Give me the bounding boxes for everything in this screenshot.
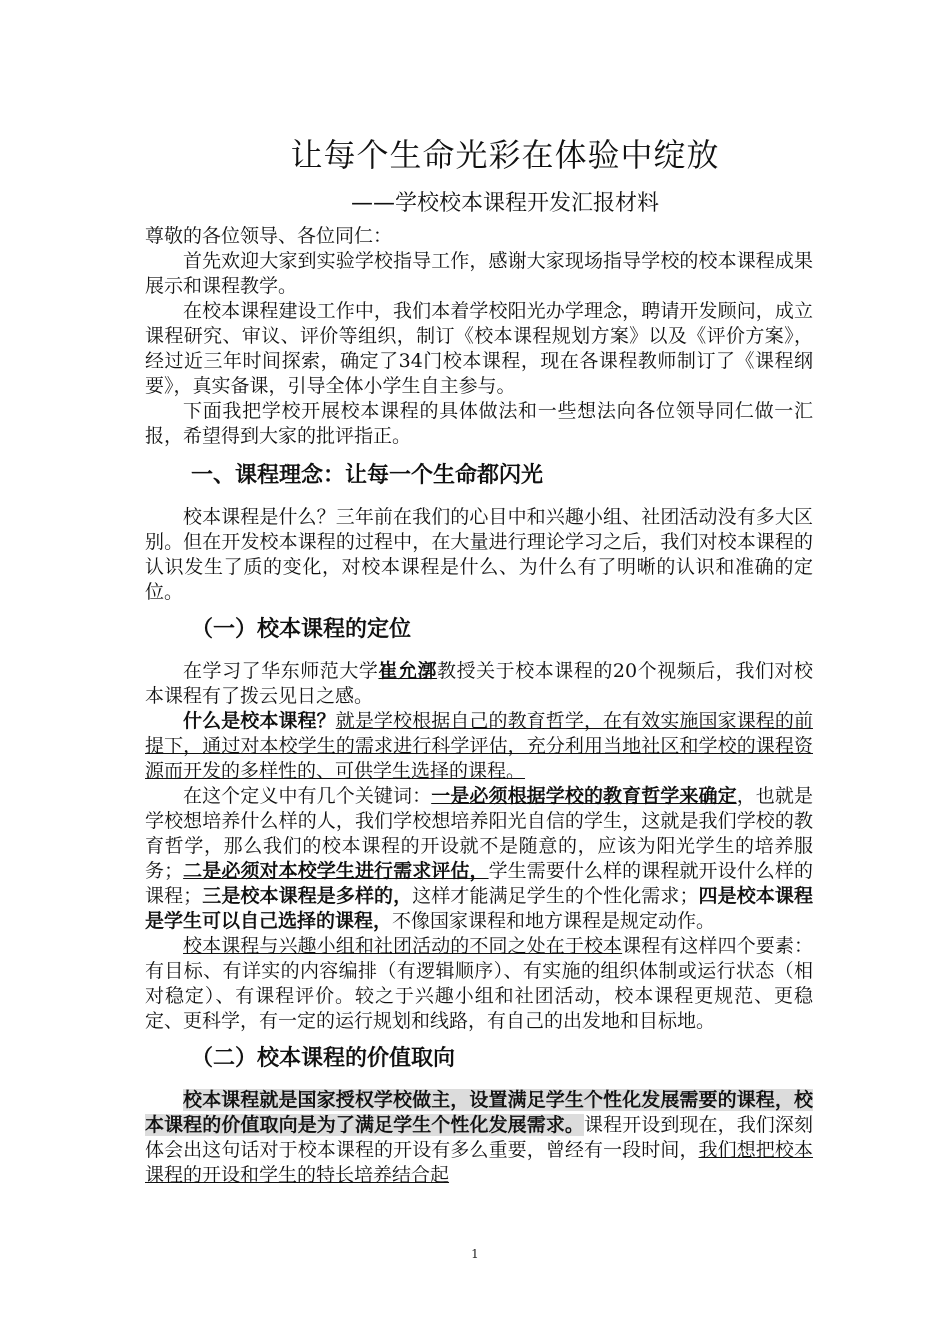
text-run: 在这个定义中有几个关键词： [183, 785, 432, 807]
highlighted-statement: 校本课程就是国家授权学校做主，设置满足学生个性化发展需要的课程，校本课程的价值取向是为了满足学生个性化发展需求。 [145, 1089, 813, 1136]
paragraph-welcome: 首先欢迎大家到实验学校指导工作，感谢大家现场指导学校的校本课程成果展示和课程教学。 [145, 250, 813, 297]
paragraph-intro: 下面我把学校开展校本课程的具体做法和一些想法向各位领导同仁做一汇报，希望得到大家的批评指正。 [145, 400, 813, 447]
section-heading-positioning: （一）校本课程的定位 [191, 617, 412, 642]
paragraph-overview: 在校本课程建设工作中，我们本着学校阳光办学理念，聘请开发顾问，成立课程研究、审议、评价等组织，制订《校本课程规划方案》以及《评价方案》，经过近三年时间探索，确定了34门校本课程，现在各课程教师制订了《课程纲要》，真实备课，引导全体小学生自主参与。 [145, 300, 813, 397]
keyword-3: 三是校本课程是多样的， [202, 885, 413, 907]
paragraph-study [145, 659, 813, 709]
keyword-1: 一是必须根据学校的教育哲学来确定 [431, 785, 737, 807]
text-run: 在学习了华东师范大学 [183, 660, 379, 682]
text-run: 学生需要什么样的课程就开设什么样的课程； [145, 860, 813, 907]
paragraph-concept: 校本课程是什么？三年前在我们的心目中和兴趣小组、社团活动没有多大区别。但在开发校本课程的过程中，在大量进行理论学习之后，我们对校本课程的认识发生了质的变化，对校本课程是什么、为什么有了明晰的认识和准确的定位。 [145, 506, 813, 603]
paragraph-value [145, 1088, 813, 1188]
underlined-text: 我们想把校本课程的开设和学生的特长培养结合起 [145, 1139, 813, 1186]
section-heading-1: 一、课程理念：让每一个生命都闪光 [191, 463, 544, 488]
paragraph-difference [145, 934, 813, 1034]
document-body [145, 224, 813, 1188]
paragraph-definition [145, 709, 813, 784]
text-run: 不像国家课程和地方课程是规定动作。 [392, 910, 716, 932]
text-run: 课程开设到现在，我们深刻体会出这句话对于校本课程的开设有多么重要，曾经有一段时间， [145, 1114, 813, 1161]
text-run: 教授关于校本课程的20个视频后，我们对校本课程有了拨云见日之感。 [145, 660, 813, 707]
document-title: 让每个生命光彩在体验中绽放 [290, 136, 720, 174]
definition-question: 什么是校本课程？ [183, 710, 336, 732]
greeting: 尊敬的各位领导、各位同仁： [145, 225, 393, 247]
keyword-2: 二是必须对本校学生进行需求评估， [183, 860, 489, 882]
underlined-text: 校本课程与兴趣小组和社团活动的不同之处在于校本 [183, 935, 623, 957]
section-heading-value: （二）校本课程的价值取向 [191, 1046, 456, 1071]
keyword-4: 四是校本课程是学生可以自己选择的课程， [145, 885, 813, 932]
text-run: 这样才能满足学生的个性化需求； [412, 885, 699, 907]
page-number: 1 [471, 1247, 479, 1261]
text-run: 课程有这样四个要素：有目标、有详实的内容编排（有逻辑顺序）、有实施的组织体制或运行状态（相对稳定）、有课程评价。较之于兴趣小组和社团活动，校本课程更规范、更稳定、更科学，有一定的运行规划和线路，有自己的出发地和目标地。 [145, 935, 813, 1032]
paragraph-keywords [145, 784, 813, 934]
document-subtitle: ——学校校本课程开发汇报材料 [350, 191, 659, 216]
text-run: ，也就是学校想培养什么样的人，我们学校想培养阳光自信的学生，这就是我们学校的教育哲学，那么我们的校本课程的开设就不是随意的，应该为阳光学生的培养服务； [145, 785, 813, 882]
professor-name: 崔允漷 [378, 660, 438, 682]
definition-text: 就是学校根据自己的教育哲学，在有效实施国家课程的前提下，通过对本校学生的需求进行科学评估，充分利用当地社区和学校的课程资源而开发的多样性的、可供学生选择的课程。 [145, 710, 813, 782]
